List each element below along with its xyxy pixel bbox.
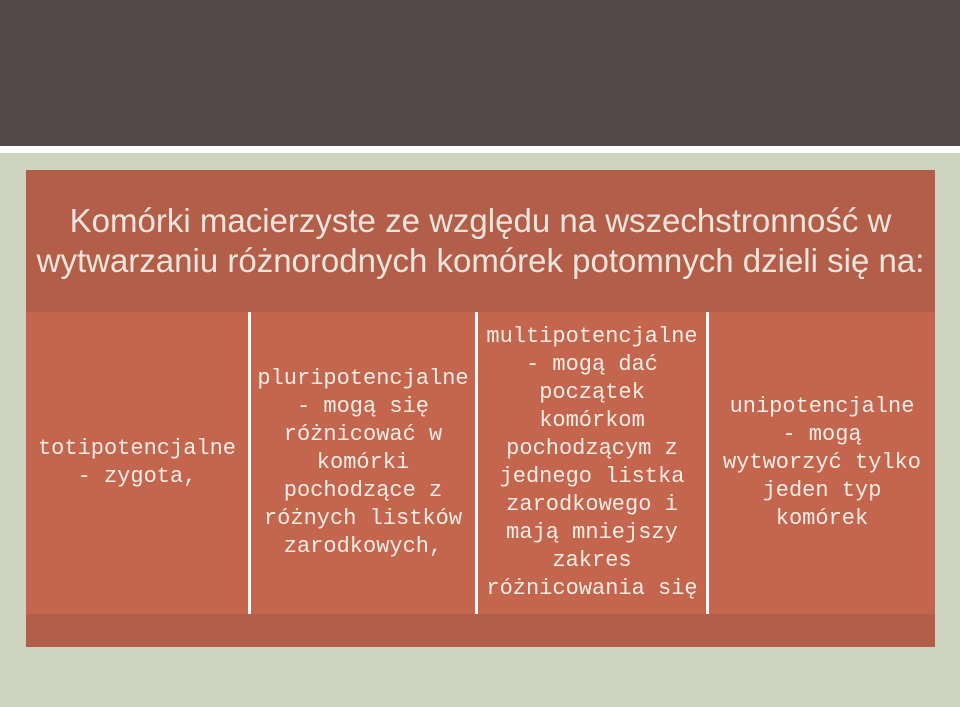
top-band — [0, 0, 960, 146]
category-boxes — [26, 312, 935, 614]
category-totipotent — [26, 312, 248, 614]
category-pluripotent — [251, 312, 475, 614]
category-text: multipotencjalne - mogą dać początek komórkom pochodzącym z jednego listka zarodkowego i mają mniejszy zakres różnicowania się — [486, 324, 698, 601]
category-text: totipotencjalne - zygota, — [37, 436, 237, 489]
slide-title: Komórki macierzyste ze względu na wszechstronność w wytwarzaniu różnorodnych komórek potomnych dzieli się na: — [36, 202, 925, 279]
bottom-bar — [26, 614, 935, 647]
category-text: pluripotencjalne - mogą się różnicować w komórki pochodzące z różnych listków zarodkowych, — [257, 366, 469, 559]
header-box — [26, 170, 935, 312]
category-multipotent — [478, 312, 706, 614]
category-unipotent — [709, 312, 935, 614]
category-text: unipotencjalne - mogą wytworzyć tylko jeden typ komórek — [722, 394, 922, 531]
